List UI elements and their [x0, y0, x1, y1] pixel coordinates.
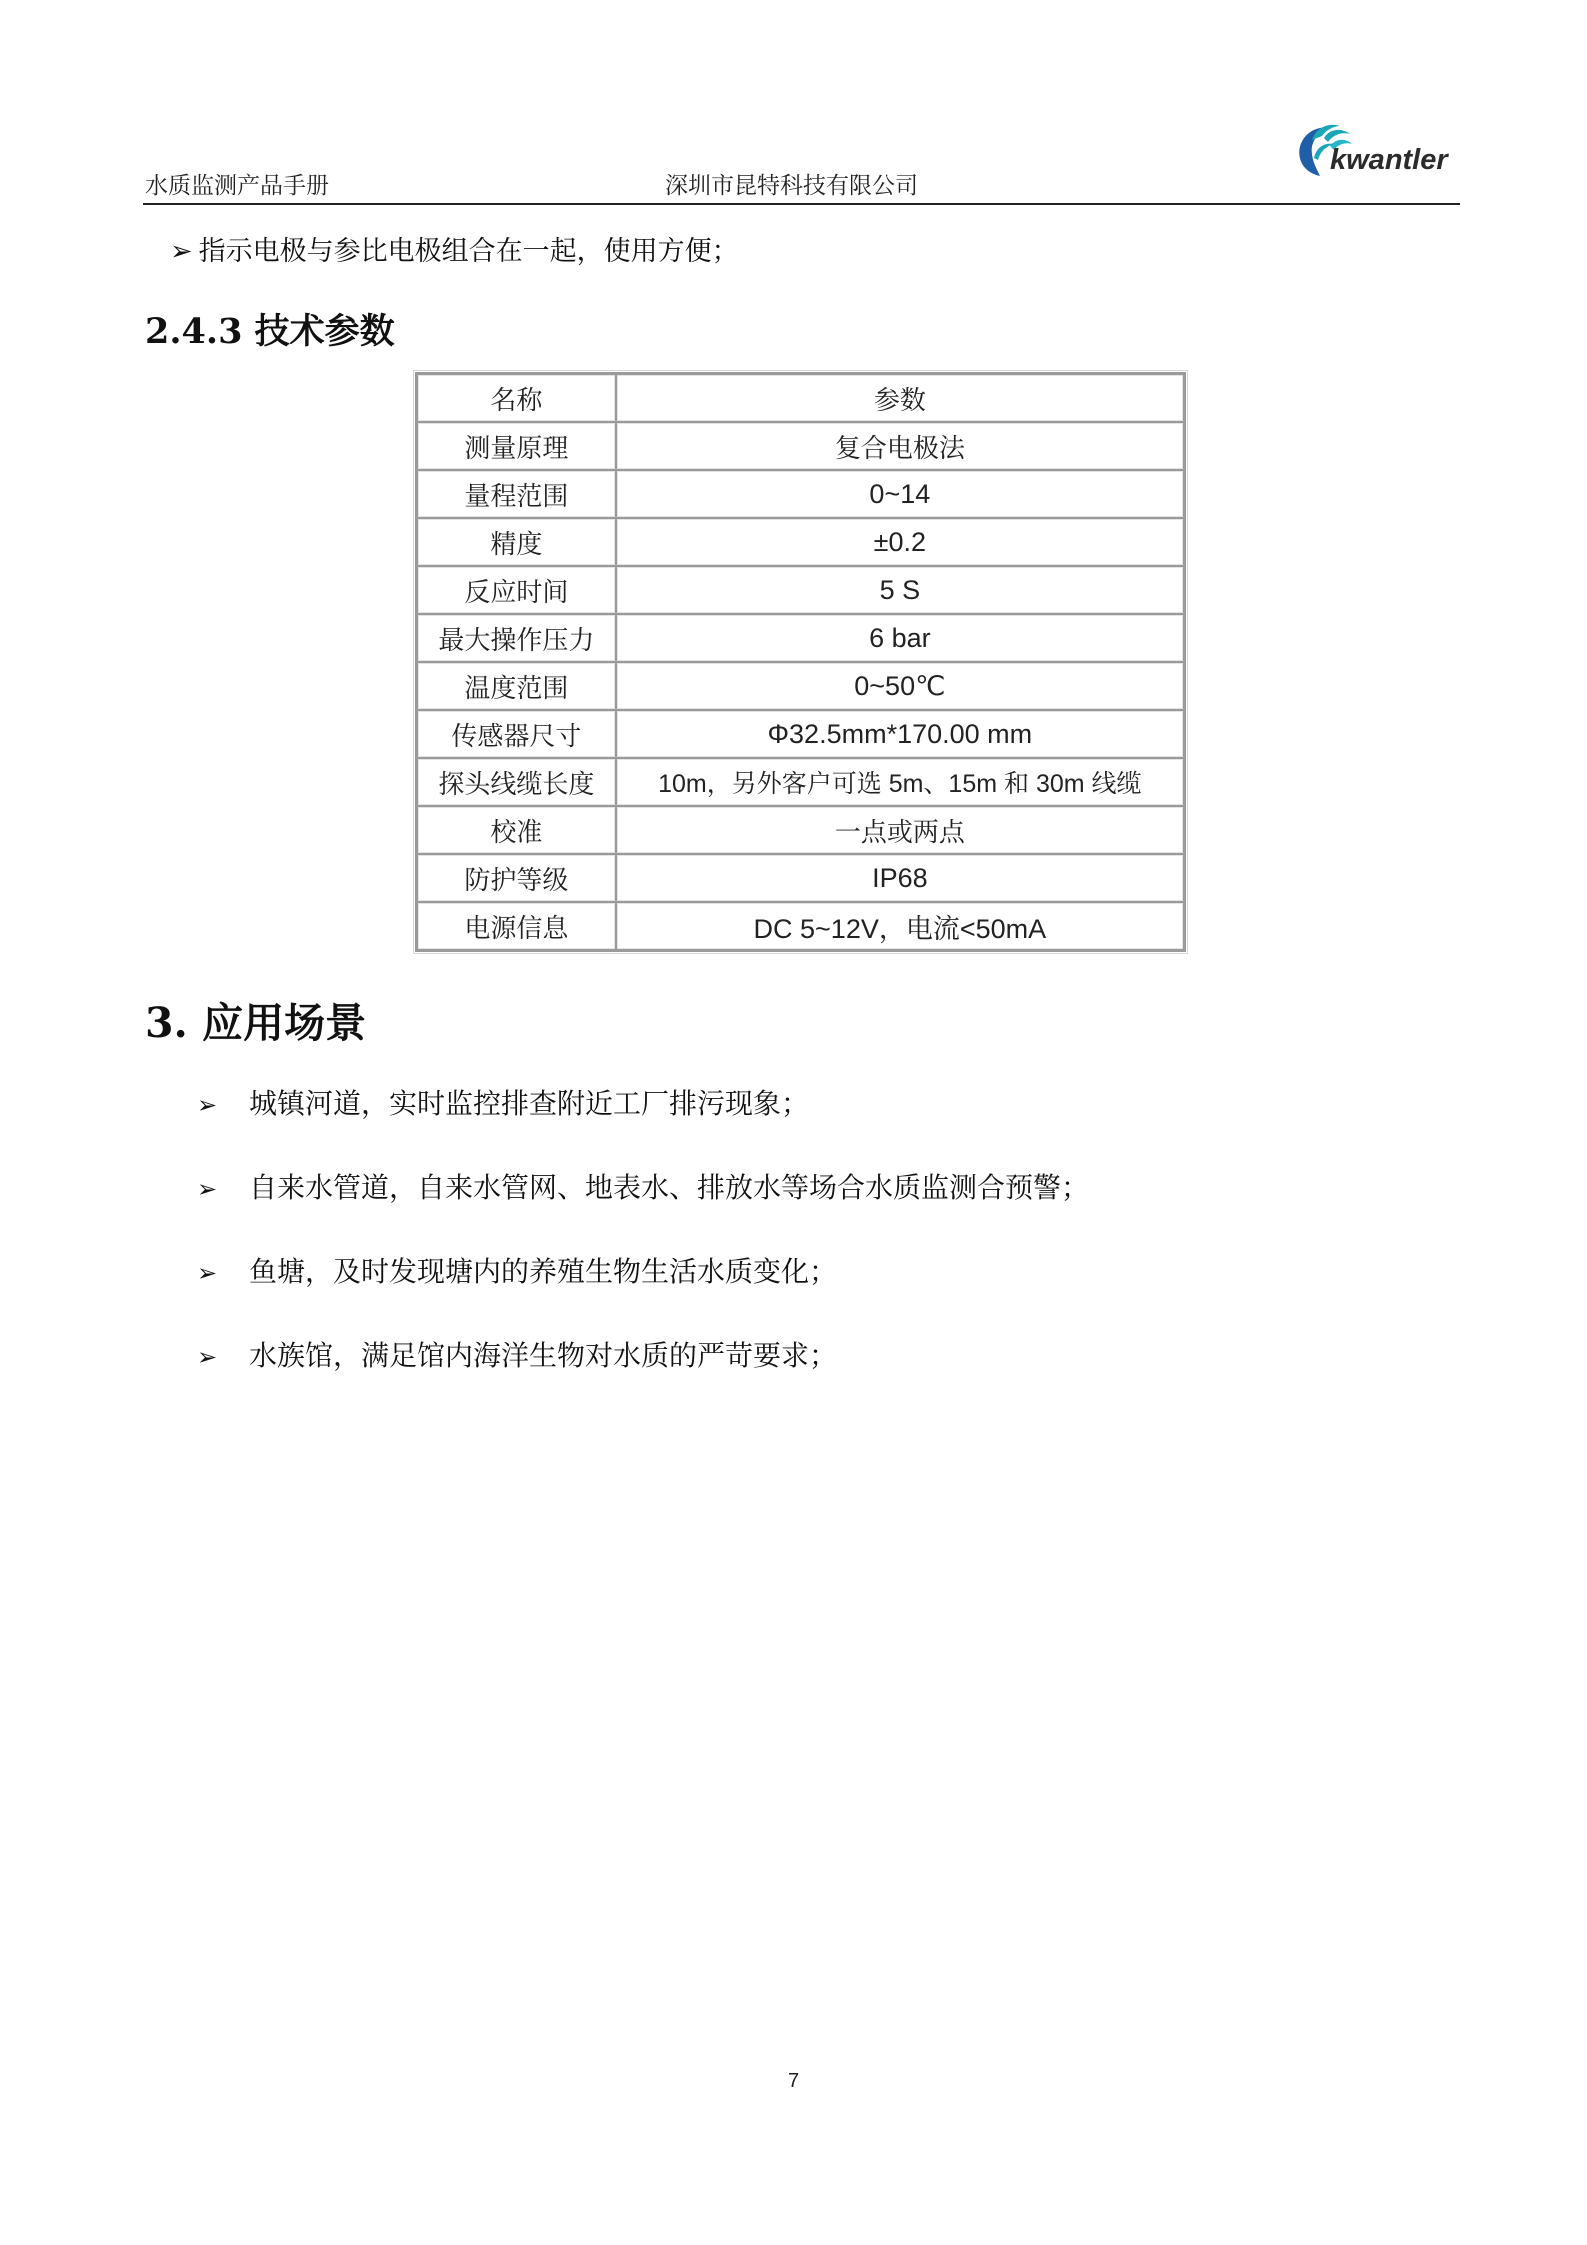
list-item [197, 1334, 1089, 1418]
logo-text: kwantler [1330, 144, 1448, 176]
company-name: 深圳市昆特科技有限公司 [665, 173, 918, 199]
page-header [143, 100, 1460, 205]
manual-title: 水质监测产品手册 [145, 173, 329, 199]
spec-table [415, 372, 1186, 952]
table-row [417, 710, 1184, 758]
list-item-text: 鱼塘，及时发现塘内的养殖生物生活水质变化； [249, 1255, 838, 1288]
bullet-arrow-icon: ➢ [197, 1091, 218, 1119]
list-item [197, 1250, 1089, 1334]
table-cell-value: 6 bar [616, 614, 1184, 662]
table-cell-name: 最大操作压力 [417, 614, 616, 662]
table-header-cell: 名称 [417, 374, 616, 422]
list-item-text: 水族馆，满足馆内海洋生物对水质的严苛要求； [249, 1339, 838, 1372]
bullet-arrow-icon: ➢ [170, 236, 193, 267]
table-header-row [417, 374, 1184, 422]
intro-bullet [170, 229, 739, 268]
table-cell-value: 10m，另外客户可选 5m、15m 和 30m 线缆 [616, 758, 1184, 806]
table-cell-name: 量程范围 [417, 470, 616, 518]
table-row [417, 758, 1184, 806]
list-item-text: 城镇河道，实时监控排查附近工厂排污现象； [249, 1087, 810, 1120]
table-row [417, 854, 1184, 902]
kwantler-logo [1290, 114, 1460, 190]
page-number: 7 [787, 2070, 800, 2092]
section-heading-tech-params: 2.4.3 技术参数 [145, 311, 395, 352]
table-cell-value: 一点或两点 [616, 806, 1184, 854]
table-cell-name: 电源信息 [417, 902, 616, 950]
table-cell-name: 传感器尺寸 [417, 710, 616, 758]
table-row [417, 470, 1184, 518]
table-cell-name: 测量原理 [417, 422, 616, 470]
table-header-cell: 参数 [616, 374, 1184, 422]
table-row [417, 614, 1184, 662]
table-row [417, 806, 1184, 854]
table-cell-name: 校准 [417, 806, 616, 854]
table-cell-value: 复合电极法 [616, 422, 1184, 470]
application-list [197, 1082, 1089, 1418]
bullet-arrow-icon: ➢ [197, 1343, 218, 1371]
list-item [197, 1166, 1089, 1250]
bullet-arrow-icon: ➢ [197, 1175, 218, 1203]
table-cell-name: 防护等级 [417, 854, 616, 902]
section-heading-applications: 3. 应用场景 [145, 999, 367, 1047]
list-item-text: 自来水管道，自来水管网、地表水、排放水等场合水质监测合预警； [249, 1171, 1090, 1204]
table-cell-value: IP68 [616, 854, 1184, 902]
bullet-arrow-icon: ➢ [197, 1259, 218, 1287]
table-row [417, 518, 1184, 566]
table-cell-name: 反应时间 [417, 566, 616, 614]
table-cell-value: 5 S [616, 566, 1184, 614]
table-row [417, 662, 1184, 710]
table-row [417, 566, 1184, 614]
table-cell-name: 精度 [417, 518, 616, 566]
table-cell-value: Φ32.5mm*170.00 mm [616, 710, 1184, 758]
table-cell-value: DC 5~12V，电流<50mA [616, 902, 1184, 950]
table-cell-value: 0~14 [616, 470, 1184, 518]
intro-text: 指示电极与参比电极组合在一起，使用方便； [198, 236, 739, 267]
table-cell-value: ±0.2 [616, 518, 1184, 566]
table-row [417, 422, 1184, 470]
table-cell-value: 0~50℃ [616, 662, 1184, 710]
table-cell-name: 温度范围 [417, 662, 616, 710]
table-row [417, 902, 1184, 950]
list-item [197, 1082, 1089, 1166]
table-cell-name: 探头线缆长度 [417, 758, 616, 806]
